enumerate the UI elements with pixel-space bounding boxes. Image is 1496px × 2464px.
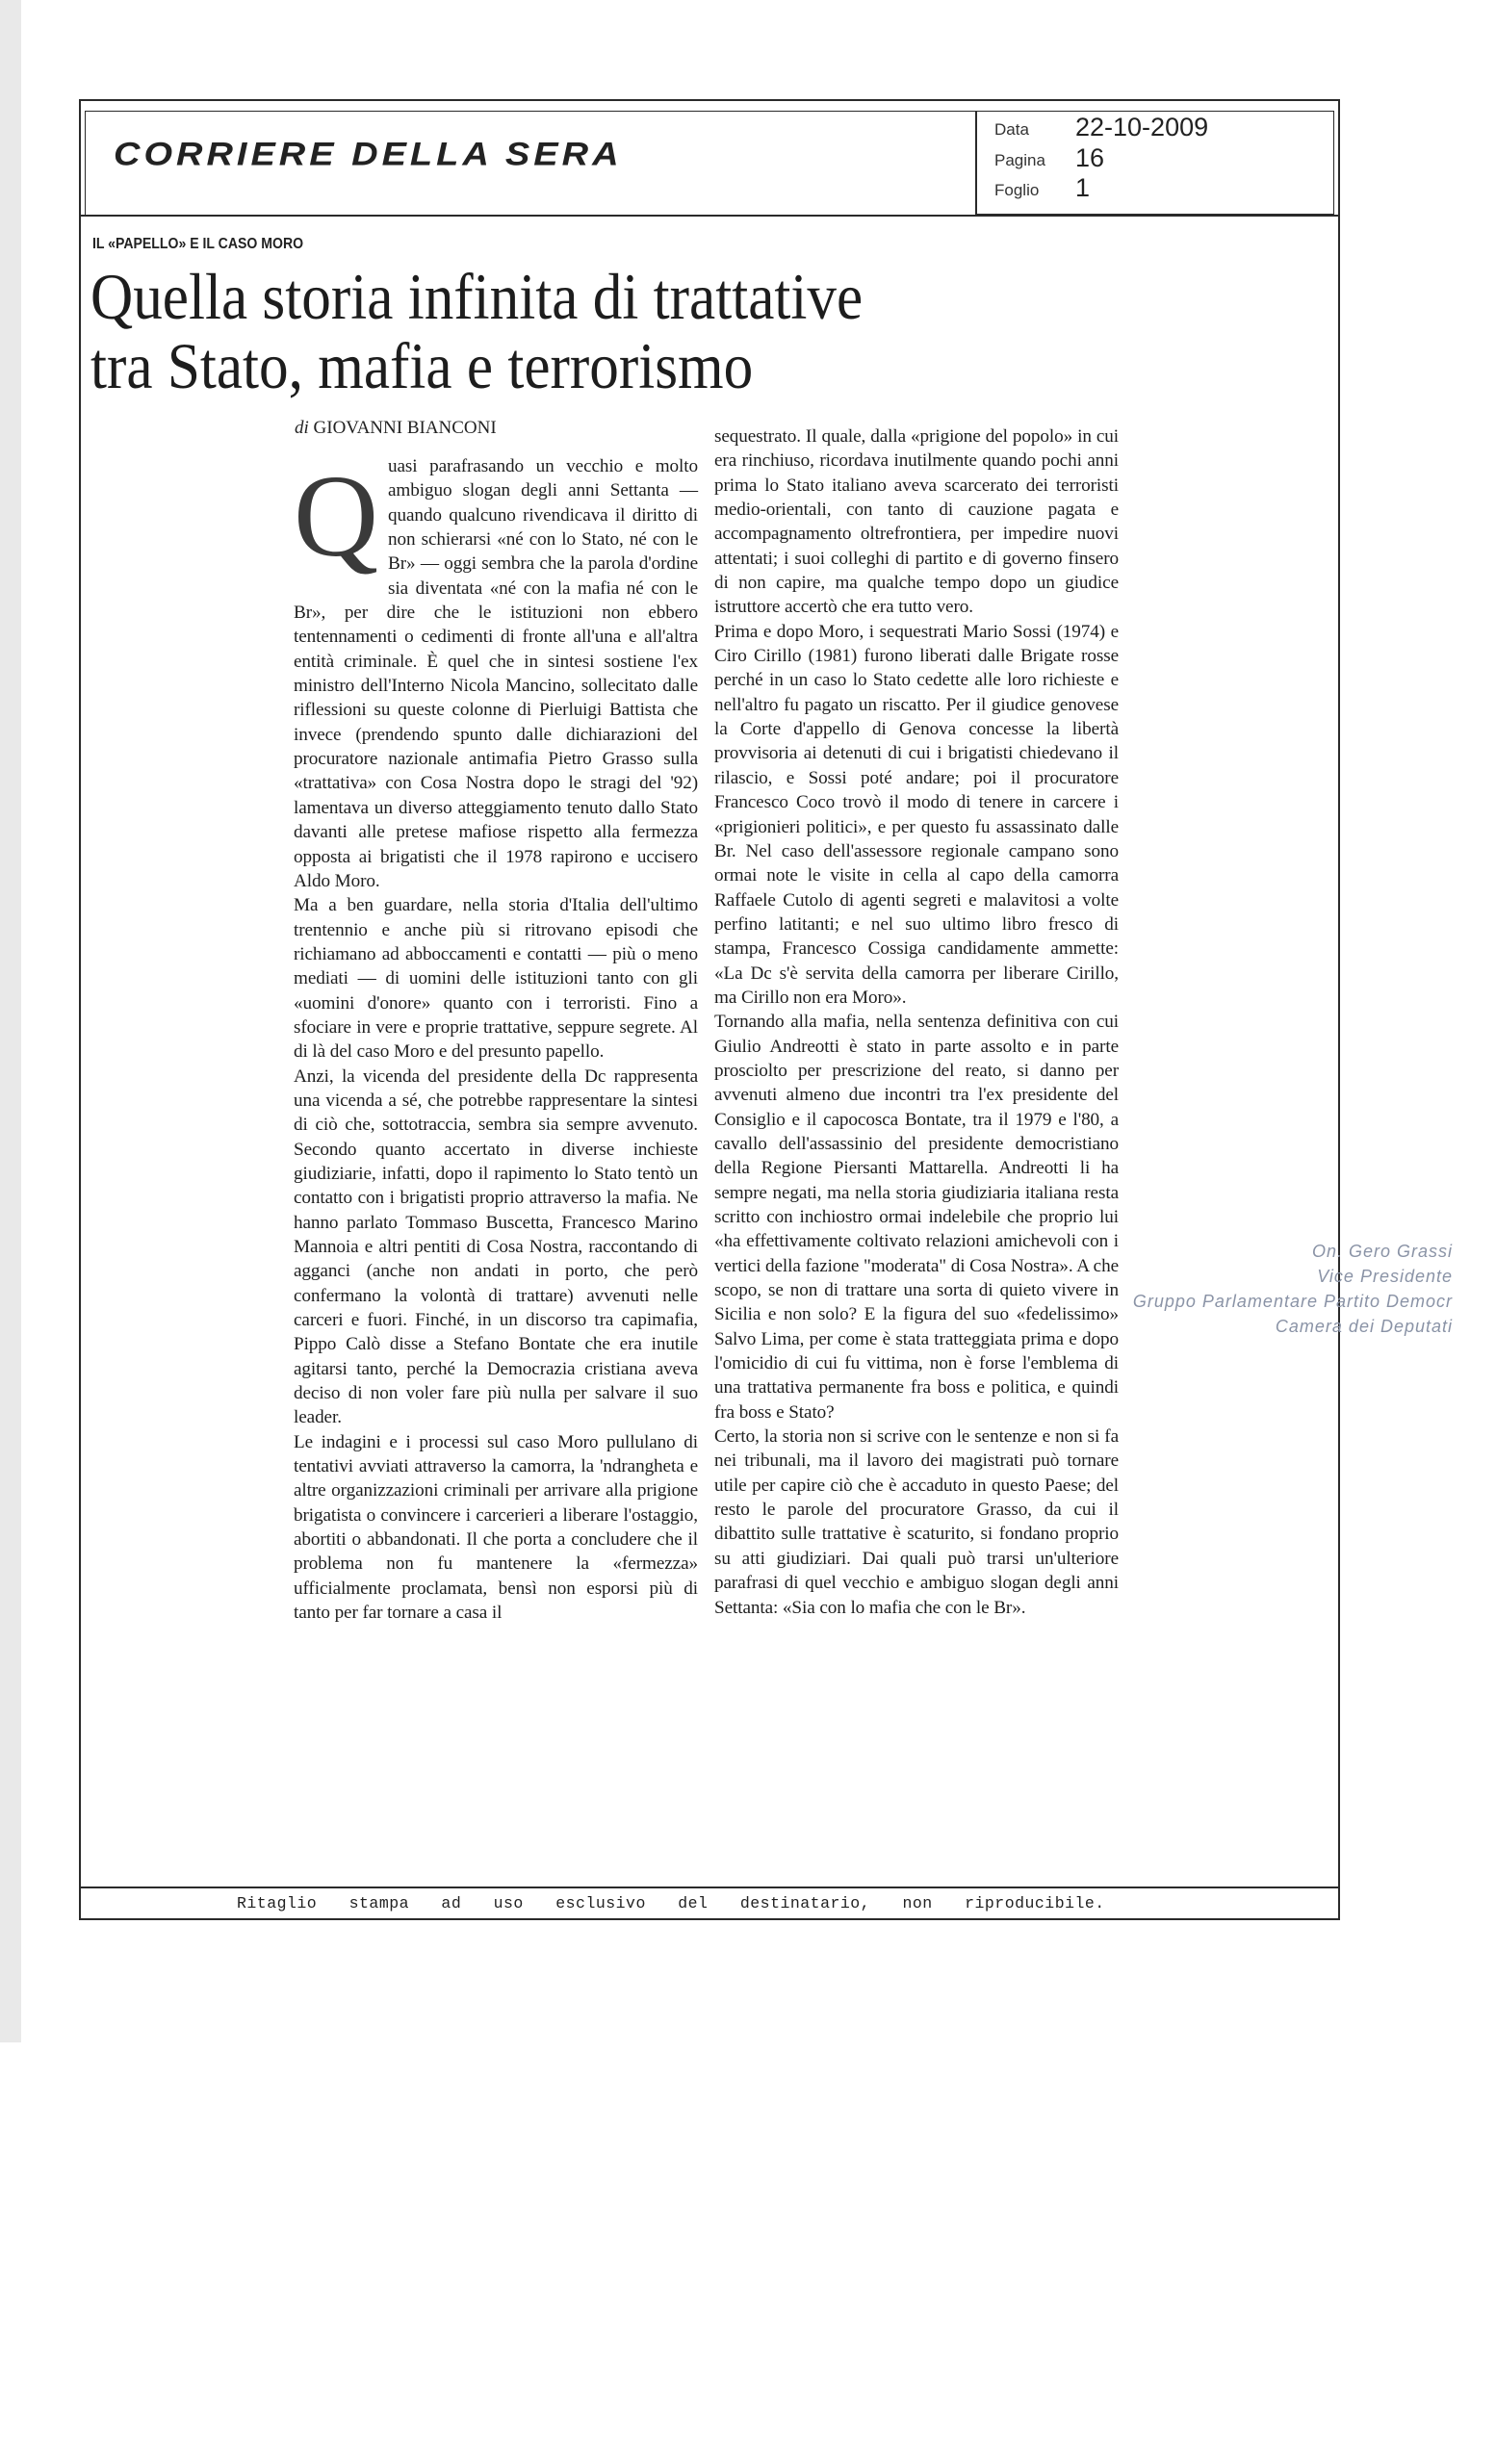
article-kicker: IL «PAPELLO» E IL CASO MORO — [92, 236, 304, 252]
article-paragraph: Anzi, la vicenda del presidente della Dc rappresenta una vicenda a sé, che potrebbe rappresentare la sintesi di ciò che, sottotraccia, sembra sia sempre avvenuto. Secondo quanto accertato in diverse inchieste giudiziarie, infatti, dopo il rapimento lo Stato tentò un contatto con i brigatisti proprio attraverso la mafia. Ne hanno parlato Tommaso Buscetta, Francesco Marino Mannoia e altri pentiti di Cosa Nostra, raccontando di agganci (anche non andati in porto, che però confermano la volontà di trattare) avvenuti nelle carceri e fuori. Finché, in un discorso tra capimafia, Pippo Calò disse a Stefano Bontate che era inutile agitarsi tanto, perché la Democrazia cristiana aveva deciso di non voler fare più nulla per salvare il suo leader. — [294, 1065, 698, 1428]
date-value: 22-10-2009 — [1075, 113, 1209, 141]
article-frame-right — [1338, 217, 1340, 1920]
article-paragraph: Ma a ben guardare, nella storia d'Italia dell'ultimo trentennio e anche più si ritrovano episodi che richiamano ad abboccamenti e contatti — più o meno mediati — di uomini delle istituzioni tanto con gli «uomini d'onore» quanto con i terroristi. Fino a sfociare in vere e proprie trattative, seppure segrete. Al di là del caso Moro e del presunto papello. — [294, 895, 698, 1063]
stamp-line-chamber: Camera dei Deputati — [1275, 1317, 1453, 1336]
clipping-note: Ritaglio stampa ad uso esclusivo del destinatario, non riproducibile. — [237, 1894, 1105, 1912]
article-paragraph: uasi parafrasando un vecchio e molto ambiguo slogan degli anni Settanta — quando qualcuno rivendicava il diritto di non schierarsi «né con lo Stato, né con le Br» — oggi sembra che la parola d'ordine sia diventata «né con la mafia né con le Br», per dire che le istituzioni non ebbero tentennamenti o cedimenti di fronte all'una e all'altra entità criminale. È quel che in sintesi sostiene l'ex ministro dell'Interno Nicola Mancino, sollecitato dalle riflessioni su queste colonne di Pierluigi Battista che invece (prendendo spunto dalle dichiarazioni del procuratore nazionale antimafia Pietro Grasso sulla «trattativa» con Cosa Nostra dopo le stragi del '92) lamentava un diverso atteggiamento tenuto dallo Stato davanti alle pretese mafiose rispetto alla fermezza opposta ai brigatisti che il 1978 rapirono e uccisero Aldo Moro. — [294, 456, 698, 891]
stamp-line-name: On. Gero Grassi — [1311, 1242, 1453, 1261]
sheet-value: 1 — [1075, 173, 1091, 202]
newspaper-masthead: CORRIERE DELLA SERA — [114, 137, 623, 173]
byline-author: GIOVANNI BIANCONI — [313, 418, 497, 438]
article-frame-bottom — [79, 1918, 1340, 1920]
article-column-2 — [714, 424, 1119, 1620]
article-frame-left — [79, 217, 81, 1920]
sheet-label: Foglio — [994, 181, 1040, 199]
date-label: Data — [994, 120, 1029, 139]
article-paragraph: Certo, la storia non si scrive con le sentenze e non si fa nei tribunali, ma il lavoro dei magistrati può tornare utile per capire ciò che è accaduto in questo Paese; del resto le parole del procuratore Grasso, da cui il dibattito sulle trattative è scaturito, si fondano proprio su atti giudiziari. Dai quali può trarsi un'ulteriore parafrasi di quel vecchio e ambiguo slogan degli anni Settanta: «Sia con lo mafia che con le Br». — [714, 1426, 1119, 1618]
byline-prefix: di — [295, 418, 309, 438]
article-headline — [90, 262, 957, 400]
meta-divider — [975, 111, 977, 217]
article-paragraph: Tornando alla mafia, nella sentenza definitiva con cui Giulio Andreotti è stato in parte assolto e in parte prosciolto per prescrizione del reato, si danno per avvenuti almeno due incontri tra l'ex presidente del Consiglio e il capocosca Bontate, tra il 1979 e l'80, a cavallo dell'assassinio del presidente democristiano della Regione Piersanti Mattarella. Andreotti li ha sempre negati, ma nella storia giudiziaria italiana resta scritto con inchiostro ormai indelebile che proprio lui «ha effettivamente coltivato relazioni amichevoli con i vertici della fazione "moderata" di Cosa Nostra». A che scopo, se non di trattare una sorta di quieto vivere in Sicilia e non solo? E la figura del suo «fedelissimo» Salvo Lima, per come è stata tratteggiata prima e dopo l'omicidio di cui fu vittima, non è forse l'emblema di una trattativa permanente fra boss e politica, e quindi fra boss e Stato? — [714, 1012, 1119, 1423]
page-value: 16 — [1075, 143, 1105, 172]
article-paragraph: Prima e dopo Moro, i sequestrati Mario Sossi (1974) e Ciro Cirillo (1981) furono liberati dalle Brigate rosse perché in un caso lo Stato cedette alle loro richieste e nell'altro fu pagato un riscatto. Per il giudice genovese la Corte d'appello di Genova concesse la libertà provvisoria ai detenuti di cui i brigatisti chiedevano il rilascio, e Sossi poté andare; poi il procuratore Francesco Coco trovò il modo di tenere in carcere i «prigionieri politici», e per questo fu assassinato dalle Br. Nel caso dell'assessore regionale campano sono ormai note le visite in cella al capo della camorra Raffaele Cutolo di agenti segreti e malavitosi a volte perfino latitanti; e nel suo ultimo libro fresco di stampa, Francesco Cossiga candidamente ammette: «La Dc s'è servita della camorra per liberare Cirillo, ma Cirillo non era Moro». — [714, 621, 1119, 1008]
headline-line-2: tra Stato, mafia e terrorismo — [90, 329, 754, 402]
stamp-line-group: Gruppo Parlamentare Partito Democr — [1132, 1292, 1453, 1311]
drop-cap: Q — [294, 451, 379, 581]
article-paragraph: Le indagini e i processi sul caso Moro pullulano di tentativi avviati attraverso la camorra, la 'ndrangheta e altre organizzazioni criminali per arrivare alla prigione brigatista o convincere i carcerieri a liberare l'ostaggio, abortiti o abbandonati. Il che porta a concludere che il problema non fu mantenere la «fermezza» ufficialmente proclamata, bensì non esporsi più di tanto per far tornare a casa il — [294, 1431, 698, 1624]
clipping-note-rule — [79, 1886, 1340, 1888]
meta-bottom-rule — [975, 214, 1334, 216]
article-paragraph: sequestrato. Il quale, dalla «prigione del popolo» in cui era rinchiuso, ricordava inutilmente quando pochi anni prima lo Stato italiano aveva scarcerato dei terroristi medio-orientali, con tanto di cauzione pagata e accompagnamento oltrefrontiera, per impedire nuovi attentati; i suoi colleghi di partito e di governo finsero di non capire, ma qualche tempo dopo un giudice istruttore accertò che era tutto vero. — [714, 426, 1119, 618]
stamp-line-role: Vice Presidente — [1317, 1267, 1453, 1286]
headline-line-1: Quella storia infinita di trattative — [90, 260, 864, 333]
scan-edge-shade — [0, 0, 21, 2042]
article-byline — [295, 418, 497, 439]
article-column-1 — [294, 451, 698, 1626]
page-label: Pagina — [994, 151, 1045, 169]
